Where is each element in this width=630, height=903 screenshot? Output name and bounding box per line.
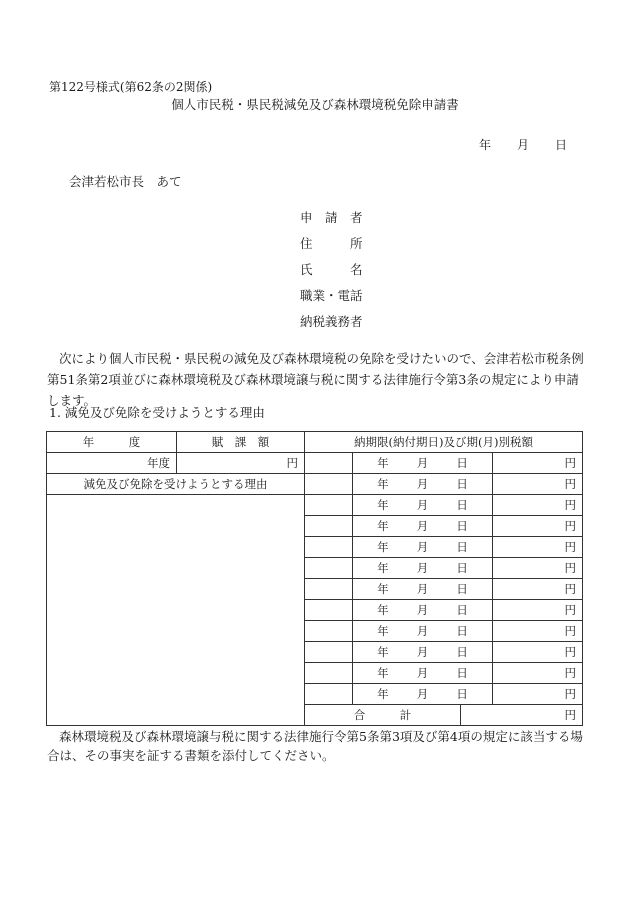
date-line bbox=[479, 138, 567, 152]
due-date-cell bbox=[353, 579, 493, 600]
total-amount: 円 bbox=[461, 705, 583, 726]
due-date-m: 月 bbox=[416, 498, 429, 512]
due-date-d: 日 bbox=[456, 540, 468, 554]
due-date-cell bbox=[353, 684, 493, 705]
period-cell bbox=[305, 579, 353, 600]
due-date-d: 日 bbox=[456, 582, 468, 596]
date-month: 月 bbox=[517, 138, 530, 152]
applicant-label: 申 請 者 bbox=[300, 210, 363, 225]
table-row bbox=[47, 495, 583, 516]
due-date-cell bbox=[353, 537, 493, 558]
due-date-m: 月 bbox=[416, 666, 429, 680]
due-date-y: 年 bbox=[377, 477, 389, 491]
footer-note: 森林環境税及び森林環境譲与税に関する法律施行令第5条第3項及び第4項の規定に該当する場合は、その事実を証する書類を添付してください。 bbox=[47, 729, 583, 763]
due-date-cell bbox=[353, 663, 493, 684]
due-date-d: 日 bbox=[456, 666, 468, 680]
due-date-y: 年 bbox=[377, 561, 389, 575]
installment-amount: 円 bbox=[493, 579, 583, 600]
due-date-cell bbox=[353, 558, 493, 579]
due-date-cell bbox=[353, 495, 493, 516]
period-cell bbox=[305, 642, 353, 663]
due-date-y: 年 bbox=[377, 603, 389, 617]
installment-amount: 円 bbox=[493, 516, 583, 537]
date-year: 年 bbox=[479, 138, 492, 152]
due-date-y: 年 bbox=[377, 540, 389, 554]
occupation-phone-label: 職業・電話 bbox=[300, 288, 363, 303]
due-date-y: 年 bbox=[377, 666, 389, 680]
installment-amount: 円 bbox=[493, 600, 583, 621]
addressee: 会津若松市長 あて bbox=[69, 174, 182, 189]
due-date-cell bbox=[353, 600, 493, 621]
due-date-cell bbox=[353, 621, 493, 642]
period-cell bbox=[305, 474, 353, 495]
address-label: 住 所 bbox=[300, 236, 363, 251]
installment-amount: 円 bbox=[493, 684, 583, 705]
section-heading-reason: 1. 減免及び免除を受けようとする理由 bbox=[49, 405, 265, 420]
due-date-d: 日 bbox=[456, 561, 468, 575]
due-date-m: 月 bbox=[416, 477, 429, 491]
due-date-cell bbox=[353, 474, 493, 495]
table-row bbox=[47, 453, 583, 474]
due-date-m: 月 bbox=[416, 603, 429, 617]
due-date-cell bbox=[353, 516, 493, 537]
installment-amount: 円 bbox=[493, 495, 583, 516]
header-installments: 納期限(納付期日)及び期(月)別税額 bbox=[305, 432, 583, 453]
period-cell bbox=[305, 537, 353, 558]
due-date-m: 月 bbox=[416, 456, 429, 470]
installment-amount: 円 bbox=[493, 621, 583, 642]
installment-amount: 円 bbox=[493, 474, 583, 495]
period-cell bbox=[305, 453, 353, 474]
header-year: 年 度 bbox=[47, 432, 177, 453]
period-cell bbox=[305, 663, 353, 684]
period-cell bbox=[305, 684, 353, 705]
due-date-y: 年 bbox=[377, 582, 389, 596]
header-assessment: 賦 課 額 bbox=[177, 432, 305, 453]
due-date-y: 年 bbox=[377, 456, 389, 470]
period-cell bbox=[305, 600, 353, 621]
due-date-m: 月 bbox=[416, 582, 429, 596]
year-value: 年度 bbox=[47, 453, 177, 474]
period-cell bbox=[305, 621, 353, 642]
due-date-m: 月 bbox=[416, 645, 429, 659]
due-date-y: 年 bbox=[377, 498, 389, 512]
due-date-d: 日 bbox=[456, 456, 468, 470]
installment-amount: 円 bbox=[493, 537, 583, 558]
due-date-m: 月 bbox=[416, 561, 429, 575]
due-date-d: 日 bbox=[456, 624, 468, 638]
due-date-d: 日 bbox=[456, 477, 468, 491]
table-row bbox=[47, 474, 583, 495]
due-date-y: 年 bbox=[377, 687, 389, 701]
due-date-d: 日 bbox=[456, 519, 468, 533]
period-cell bbox=[305, 516, 353, 537]
period-cell bbox=[305, 495, 353, 516]
due-date-m: 月 bbox=[416, 624, 429, 638]
installment-amount: 円 bbox=[493, 642, 583, 663]
due-date-y: 年 bbox=[377, 645, 389, 659]
due-date-d: 日 bbox=[456, 645, 468, 659]
form-number: 第122号様式(第62条の2関係) bbox=[49, 80, 213, 94]
taxpayer-label: 納税義務者 bbox=[300, 314, 363, 329]
due-date-d: 日 bbox=[456, 687, 468, 701]
date-day: 日 bbox=[555, 138, 568, 152]
page-title: 個人市民税・県民税減免及び森林環境税免除申請書 bbox=[171, 97, 459, 112]
period-cell bbox=[305, 558, 353, 579]
assessment-amount: 円 bbox=[177, 453, 305, 474]
installment-amount: 円 bbox=[493, 663, 583, 684]
due-date-m: 月 bbox=[416, 519, 429, 533]
due-date-m: 月 bbox=[416, 687, 429, 701]
total-label: 合 計 bbox=[305, 705, 461, 726]
due-date-y: 年 bbox=[377, 624, 389, 638]
due-date-y: 年 bbox=[377, 519, 389, 533]
due-date-cell bbox=[353, 453, 493, 474]
due-date-cell bbox=[353, 642, 493, 663]
due-date-d: 日 bbox=[456, 498, 468, 512]
tax-table bbox=[46, 431, 583, 726]
reason-label: 減免及び免除を受けようとする理由 bbox=[47, 474, 305, 495]
reason-area bbox=[47, 495, 305, 726]
name-label: 氏 名 bbox=[300, 262, 363, 277]
application-statement: 次により個人市民税・県民税の減免及び森林環境税の免除を受けたいので、会津若松市税条例第51条第2項並びに森林環境税及び森林環境譲与税に関する法律施行令第3条の規定により申請します。 bbox=[47, 351, 584, 408]
table-header-row bbox=[47, 432, 583, 453]
installment-amount: 円 bbox=[493, 453, 583, 474]
installment-amount: 円 bbox=[493, 558, 583, 579]
due-date-m: 月 bbox=[416, 540, 429, 554]
due-date-d: 日 bbox=[456, 603, 468, 617]
